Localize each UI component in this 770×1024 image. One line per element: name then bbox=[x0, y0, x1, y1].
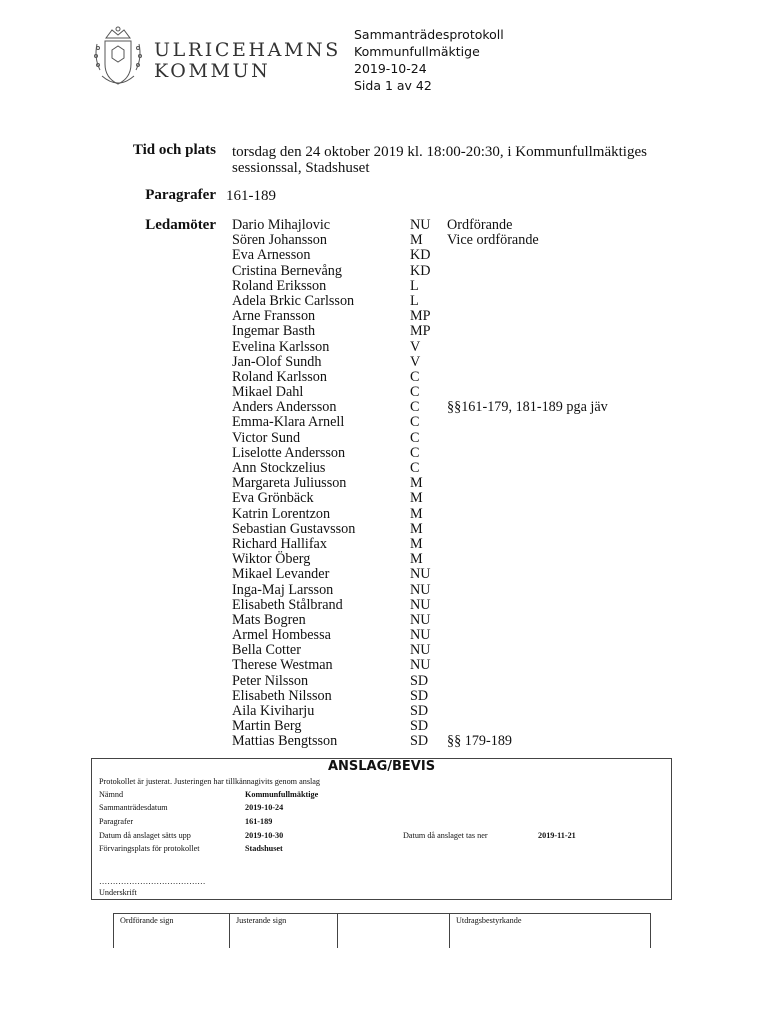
time-place-line2: sessionssal, Stadshuset bbox=[232, 160, 370, 176]
time-place-value bbox=[232, 144, 647, 176]
member-name: Liselotte Andersson bbox=[232, 444, 346, 461]
member-party: MP bbox=[410, 323, 431, 340]
member-name: Emma-Klara Arnell bbox=[232, 414, 345, 431]
posted-date-value: 2019-10-30 bbox=[245, 831, 284, 840]
municipality-name-line2: KOMMUN bbox=[154, 60, 271, 82]
member-party: C bbox=[410, 384, 420, 401]
chair-sign-cell bbox=[113, 914, 229, 948]
member-party: M bbox=[410, 535, 423, 552]
anslag-paragraphs-value: 161-189 bbox=[245, 817, 273, 826]
member-name: Wiktor Öberg bbox=[232, 551, 311, 568]
member-party: C bbox=[410, 414, 420, 431]
meeting-date-value: 2019-10-24 bbox=[245, 803, 284, 812]
paragraphs-label: Paragrafer bbox=[145, 187, 216, 203]
member-party: SD bbox=[410, 703, 429, 719]
member-name: Mikael Dahl bbox=[232, 384, 304, 401]
adjuster-sign-label: Justerande sign bbox=[236, 916, 287, 925]
member-party: KD bbox=[410, 247, 431, 264]
member-name: Elisabeth Stålbrand bbox=[232, 596, 343, 613]
namnd-value: Kommunfullmäktige bbox=[245, 790, 319, 799]
storage-label: Förvaringsplats för protokollet bbox=[99, 844, 200, 853]
member-name: Mats Bogren bbox=[232, 611, 306, 628]
namnd-label: Nämnd bbox=[99, 790, 124, 799]
posted-date-label: Datum då anslaget sätts upp bbox=[99, 831, 191, 840]
member-note: §§ 179-189 bbox=[447, 733, 513, 750]
member-name: Anders Andersson bbox=[232, 399, 337, 416]
time-place-label: Tid och plats bbox=[132, 142, 216, 158]
member-party: NU bbox=[410, 627, 431, 644]
member-name: Eva Arnesson bbox=[232, 247, 311, 264]
member-name: Sören Johansson bbox=[232, 232, 327, 249]
member-name: Elisabeth Nilsson bbox=[232, 687, 332, 704]
document-header bbox=[354, 26, 504, 94]
document-type: Sammanträdesprotokoll bbox=[354, 27, 504, 42]
member-name: Arne Fransson bbox=[232, 308, 316, 325]
member-name: Margareta Juliusson bbox=[232, 475, 347, 492]
anslag-title: ANSLAG/BEVIS bbox=[327, 759, 436, 774]
member-note: Ordförande bbox=[447, 217, 513, 233]
member-party: L bbox=[410, 292, 419, 309]
member-name: Ann Stockzelius bbox=[232, 460, 326, 476]
member-name: Adela Brkic Carlsson bbox=[232, 292, 355, 309]
member-note: §§161-179, 181-189 pga jäv bbox=[447, 399, 608, 416]
municipality-logo bbox=[92, 24, 341, 94]
member-party: SD bbox=[410, 718, 429, 735]
member-party: KD bbox=[410, 262, 431, 279]
member-party: NU bbox=[410, 566, 431, 583]
member-party: C bbox=[410, 399, 420, 416]
member-party: C bbox=[410, 444, 420, 461]
meeting-date-label: Sammanträdesdatum bbox=[99, 803, 168, 812]
member-name: Evelina Karlsson bbox=[232, 338, 330, 355]
member-name: Richard Hallifax bbox=[232, 535, 327, 552]
time-place-line1: torsdag den 24 oktober 2019 kl. 18:00-20:30, i Kommunfullmäktiges bbox=[232, 144, 647, 160]
member-name: Inga-Maj Larsson bbox=[232, 581, 334, 598]
member-party: NU bbox=[410, 596, 431, 613]
governing-body: Kommunfullmäktige bbox=[354, 44, 480, 59]
member-party: C bbox=[410, 429, 420, 446]
member-party: NU bbox=[410, 657, 431, 674]
member-party: C bbox=[410, 460, 420, 476]
member-party: SD bbox=[410, 672, 429, 689]
member-note: Vice ordförande bbox=[447, 232, 539, 249]
member-name: Bella Cotter bbox=[232, 642, 301, 659]
member-party: NU bbox=[410, 611, 431, 628]
chair-sign-label: Ordförande sign bbox=[120, 916, 174, 925]
member-name: Cristina Bernevång bbox=[232, 262, 342, 279]
storage-value: Stadshuset bbox=[245, 844, 283, 853]
member-name: Ingemar Basth bbox=[232, 323, 316, 340]
member-party: SD bbox=[410, 687, 429, 704]
member-party: V bbox=[410, 338, 421, 355]
member-name: Jan-Olof Sundh bbox=[232, 353, 322, 370]
municipality-name-line1: ULRICEHAMNS bbox=[154, 39, 341, 61]
signature-label: Underskrift bbox=[99, 888, 137, 897]
coat-of-arms-icon bbox=[92, 24, 144, 92]
member-party: NU bbox=[410, 217, 431, 233]
member-name: Aila Kiviharju bbox=[232, 703, 315, 719]
member-party: NU bbox=[410, 642, 431, 659]
member-party: M bbox=[410, 520, 423, 537]
anslag-paragraphs-label: Paragrafer bbox=[99, 817, 134, 826]
member-name: Dario Mihajlovic bbox=[232, 217, 331, 233]
municipality-name bbox=[154, 40, 341, 82]
member-party: V bbox=[410, 353, 421, 370]
paragraphs-value: 161-189 bbox=[226, 188, 276, 204]
signature-table bbox=[113, 913, 651, 948]
member-party: NU bbox=[410, 581, 431, 598]
member-name: Mikael Levander bbox=[232, 566, 330, 583]
member-party: M bbox=[410, 232, 423, 249]
member-name: Roland Karlsson bbox=[232, 368, 327, 385]
member-name: Victor Sund bbox=[232, 429, 301, 446]
member-name: Therese Westman bbox=[232, 657, 333, 674]
meeting-date: 2019-10-24 bbox=[354, 61, 427, 76]
member-name: Mattias Bengtsson bbox=[232, 733, 338, 750]
anslag-intro: Protokollet är justerat. Justeringen har tillkännagivits genom anslag bbox=[99, 777, 321, 786]
member-party: M bbox=[410, 551, 423, 568]
extract-certified-cell bbox=[449, 914, 651, 948]
member-name: Armel Hombessa bbox=[232, 627, 331, 644]
members-label: Ledamöter bbox=[145, 217, 216, 233]
removed-date-value: 2019-11-21 bbox=[538, 831, 576, 840]
member-name: Martin Berg bbox=[232, 718, 302, 735]
adjuster-sign-cell-2 bbox=[337, 914, 449, 948]
member-name: Katrin Lorentzon bbox=[232, 505, 331, 522]
member-party: SD bbox=[410, 733, 429, 750]
anslag-box bbox=[91, 758, 672, 900]
member-name: Eva Grönbäck bbox=[232, 490, 314, 507]
signature-dots: ………………………………… bbox=[99, 877, 206, 886]
removed-date-label: Datum då anslaget tas ner bbox=[403, 831, 488, 840]
page-number: Sida 1 av 42 bbox=[354, 78, 432, 93]
member-party: M bbox=[410, 475, 423, 492]
member-party: M bbox=[410, 505, 423, 522]
member-name: Sebastian Gustavsson bbox=[232, 520, 356, 537]
member-party: MP bbox=[410, 308, 431, 325]
member-party: L bbox=[410, 277, 419, 294]
adjuster-sign-cell bbox=[229, 914, 337, 948]
member-party: M bbox=[410, 490, 423, 507]
member-party: C bbox=[410, 368, 420, 385]
member-name: Peter Nilsson bbox=[232, 672, 309, 689]
member-name: Roland Eriksson bbox=[232, 277, 327, 294]
extract-certified-label: Utdragsbestyrkande bbox=[456, 916, 522, 925]
